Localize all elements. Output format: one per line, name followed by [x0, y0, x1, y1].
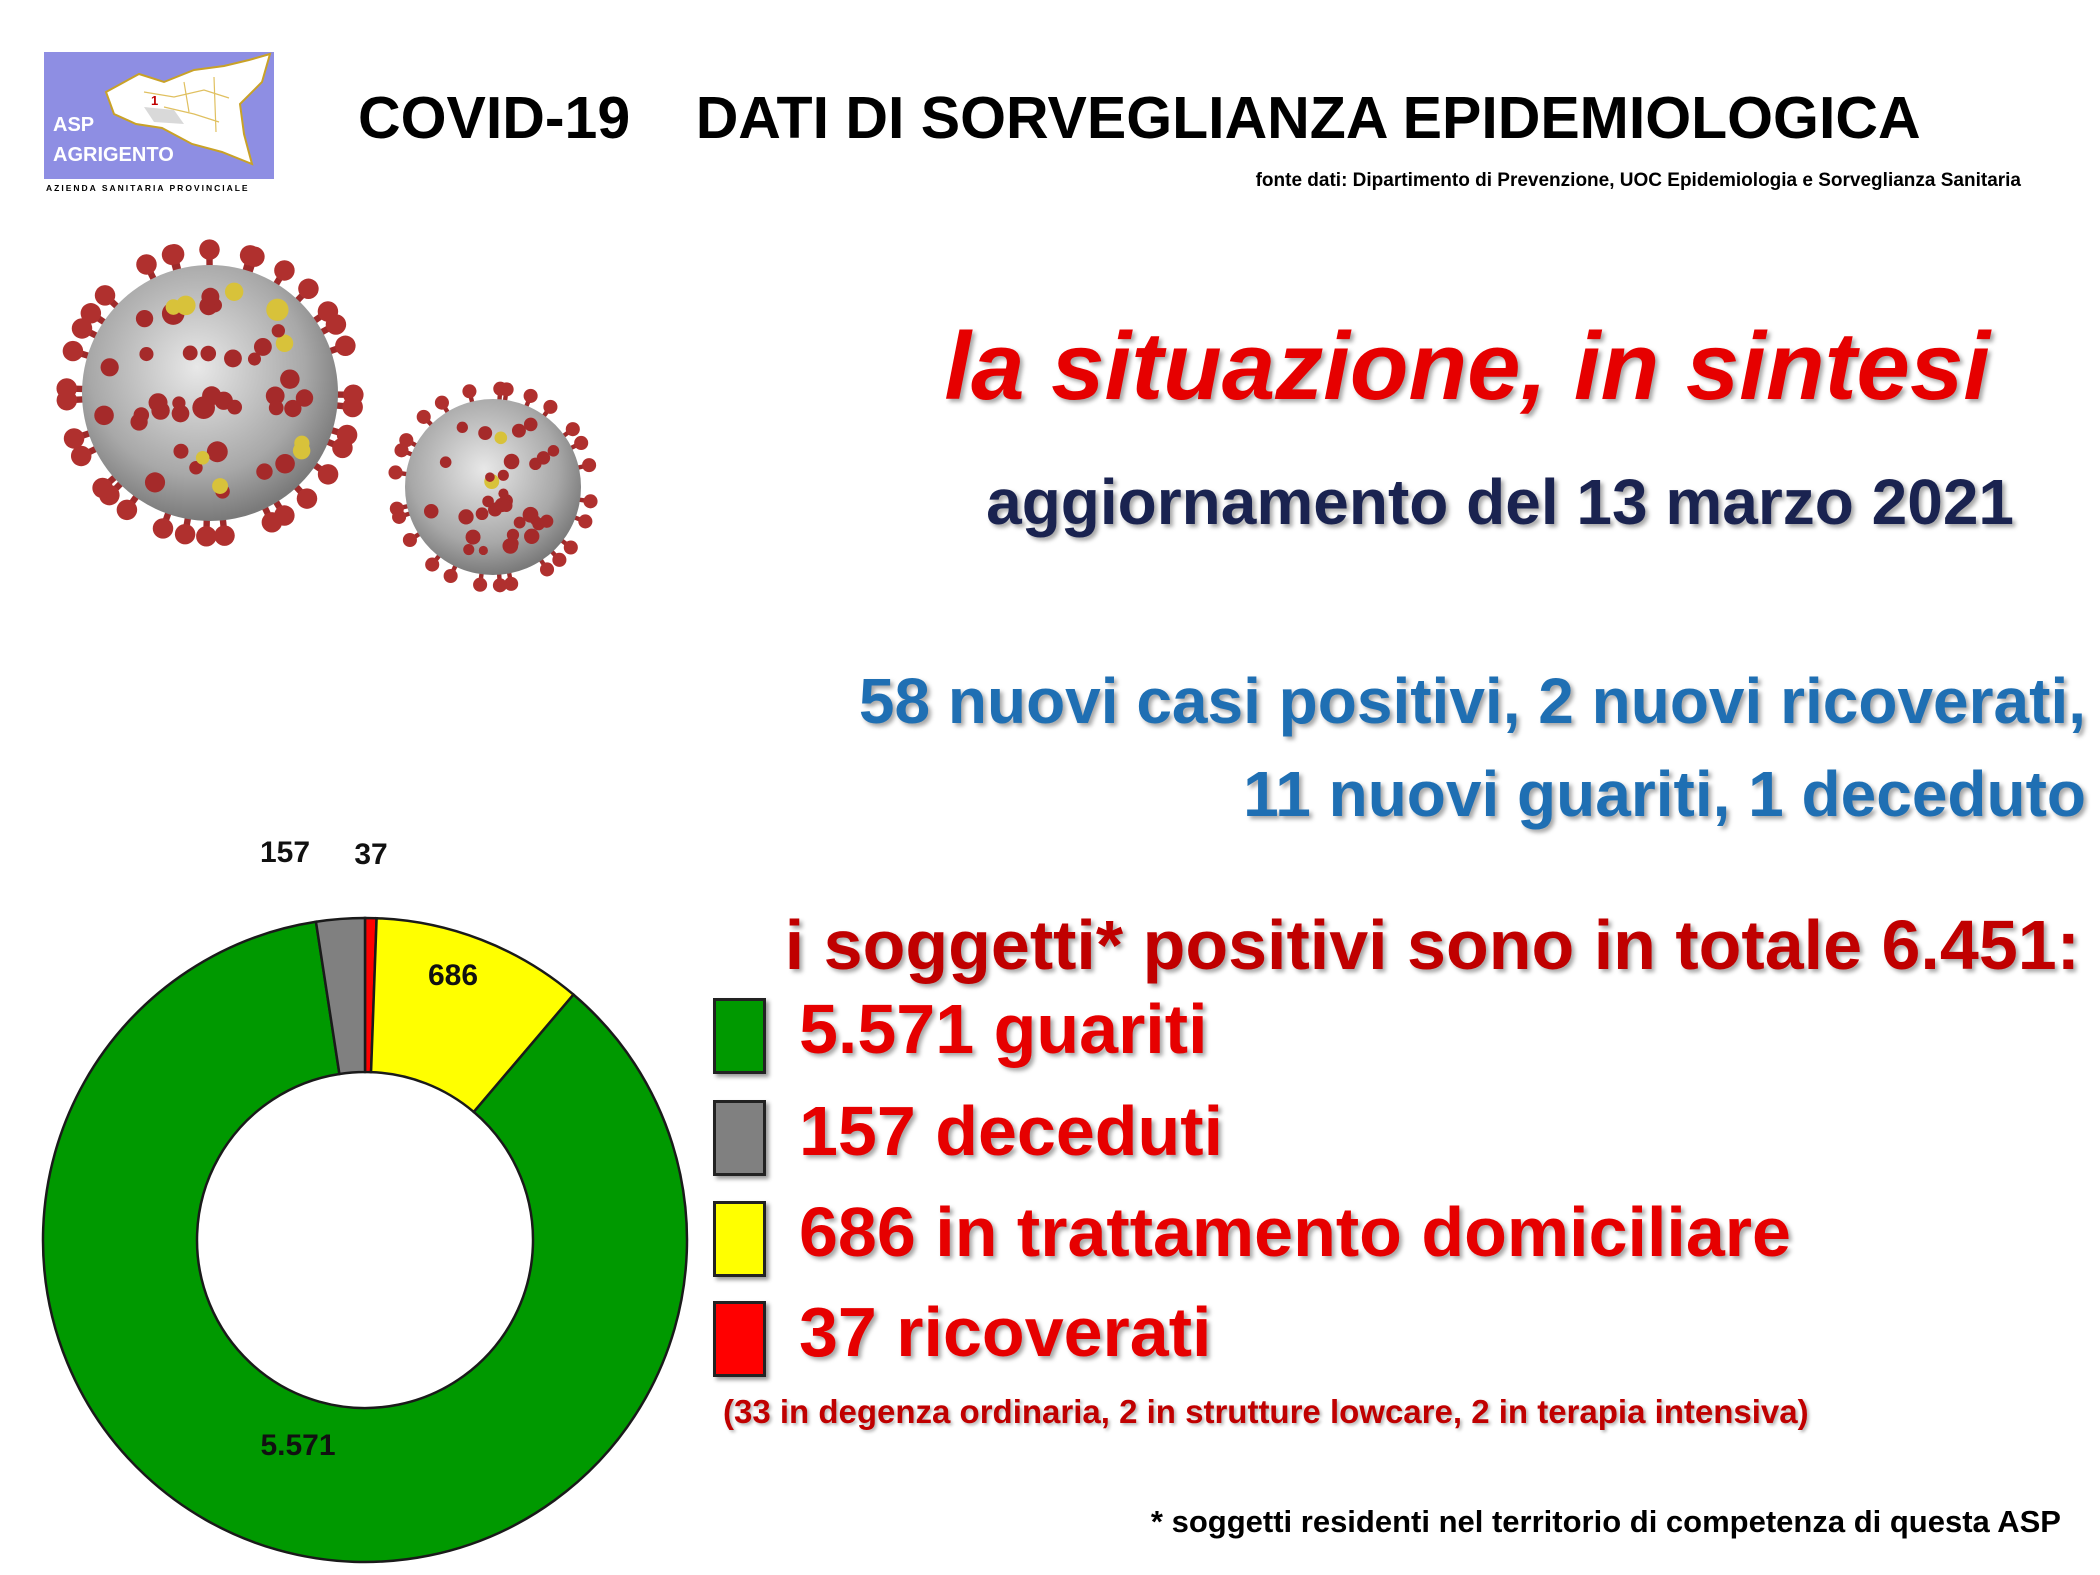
- news-line-2: 11 nuovi guariti, 1 deceduto: [1243, 758, 2086, 830]
- coronavirus-small-image: [378, 375, 608, 600]
- logo-subtitle: AZIENDA SANITARIA PROVINCIALE: [46, 183, 250, 193]
- donut-chart: [0, 830, 720, 1575]
- legend-label: 5.571 guariti: [799, 990, 1208, 1068]
- hospitalized-detail: (33 in degenza ordinaria, 2 in strutture lowcare, 2 in terapia intensiva): [723, 1393, 1809, 1430]
- svg-text:1: 1: [151, 93, 159, 108]
- total-positives: i soggetti* positivi sono in totale 6.451:: [784, 906, 2080, 984]
- page-title: COVID-19 DATI DI SORVEGLIANZA EPIDEMIOLOGICA: [358, 85, 1921, 151]
- donut-data-label: 157: [259, 836, 311, 869]
- donut-data-label: 37: [354, 838, 388, 871]
- news-line-1: 58 nuovi casi positivi, 2 nuovi ricoverati,: [858, 665, 2086, 737]
- donut-data-label: 686: [427, 959, 479, 992]
- coronavirus-large-image: [40, 228, 380, 558]
- legend-swatch: [713, 1100, 766, 1176]
- update-date: aggiornamento del 13 marzo 2021: [986, 466, 2014, 538]
- legend-label: 686 in trattamento domiciliare: [799, 1193, 1791, 1271]
- logo-text-agrigento: AGRIGENTO: [53, 144, 174, 166]
- asp-logo: [44, 52, 280, 197]
- footnote: * soggetti residenti nel territorio di competenza di questa ASP: [1150, 1504, 2061, 1539]
- headline: la situazione, in sintesi: [944, 313, 1990, 420]
- legend-swatch: [713, 998, 766, 1074]
- legend-label: 157 deceduti: [799, 1092, 1224, 1170]
- legend-label: 37 ricoverati: [799, 1293, 1212, 1371]
- legend-swatch: [713, 1301, 766, 1377]
- data-source: fonte dati: Dipartimento di Prevenzione, UOC Epidemiologia e Sorveglianza Sanitaria: [1255, 170, 2021, 191]
- donut-data-label: 5.571: [260, 1429, 336, 1462]
- logo-text-asp: ASP: [53, 114, 95, 136]
- legend-swatch: [713, 1201, 766, 1277]
